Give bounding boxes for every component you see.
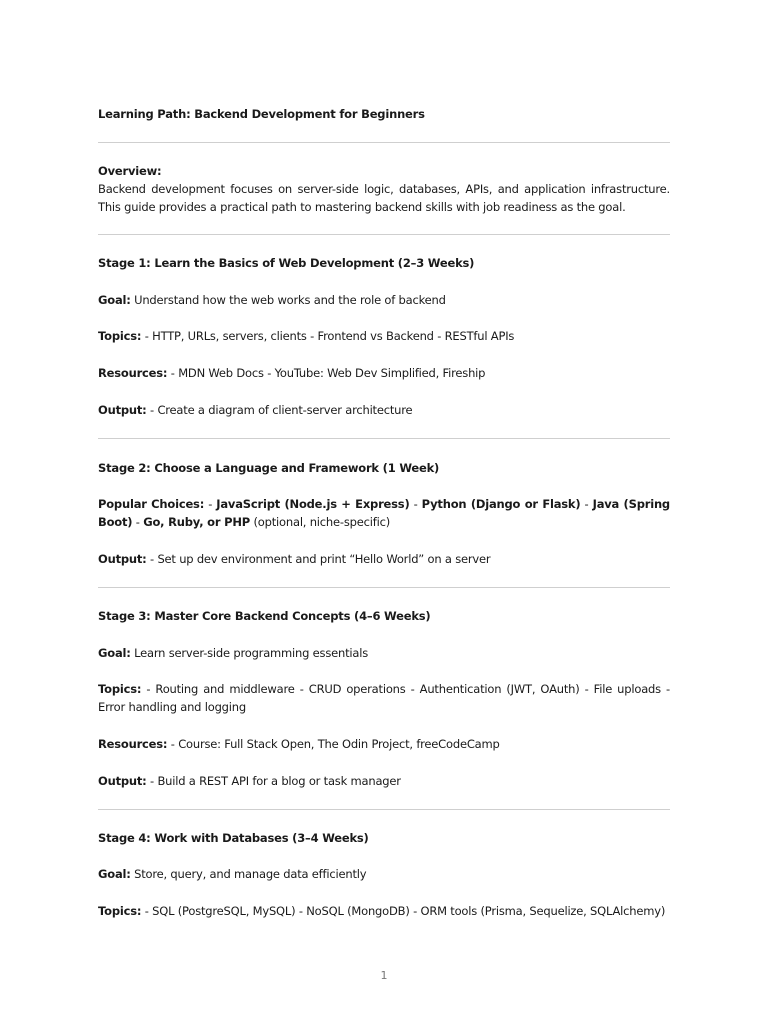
stage2-heading: Stage 2: Choose a Language and Framework (1 Week)	[98, 461, 440, 475]
stage1-heading: Stage 1: Learn the Basics of Web Development (2–3 Weeks)	[98, 256, 475, 270]
document-title: Learning Path: Backend Development for Beginners	[98, 107, 425, 121]
overview-heading: Overview:	[98, 164, 162, 178]
stage4-topics: Topics: - SQL (PostgreSQL, MySQL) - NoSQL (MongoDB) - ORM tools (Prisma, Sequelize, SQLAlchemy)	[98, 904, 666, 918]
stage4-heading: Stage 4: Work with Databases (3–4 Weeks)	[98, 831, 369, 845]
divider	[98, 234, 670, 235]
stage3-topics: Topics: - Routing and middleware - CRUD operations - Authentication (JWT, OAuth) - File uploads - Error handling and logging	[98, 682, 670, 714]
stage1-output: Output: - Create a diagram of client-server architecture	[98, 403, 413, 417]
stage3-resources: Resources: - Course: Full Stack Open, The Odin Project, freeCodeCamp	[98, 737, 500, 751]
stage1-topics: Topics: - HTTP, URLs, servers, clients - Frontend vs Backend - RESTful APIs	[98, 329, 515, 343]
overview-text: Backend development focuses on server-side logic, databases, APIs, and application infrastructure. This guide provides a practical path to mastering backend skills with job readiness as the goal.	[98, 182, 670, 214]
stage1-goal: Goal: Understand how the web works and the role of backend	[98, 293, 446, 307]
stage3-goal: Goal: Learn server-side programming essentials	[98, 646, 369, 660]
stage4-goal: Goal: Store, query, and manage data efficiently	[98, 867, 367, 881]
divider	[98, 587, 670, 588]
stage1-resources: Resources: - MDN Web Docs - YouTube: Web Dev Simplified, Fireship	[98, 366, 486, 380]
divider	[98, 438, 670, 439]
stage3-output: Output: - Build a REST API for a blog or task manager	[98, 774, 401, 788]
page-number: 1	[380, 969, 388, 982]
stage3-heading: Stage 3: Master Core Backend Concepts (4–6 Weeks)	[98, 609, 431, 623]
divider	[98, 809, 670, 810]
stage2-output: Output: - Set up dev environment and print “Hello World” on a server	[98, 552, 491, 566]
divider	[98, 142, 670, 143]
stage2-choices: Popular Choices: - JavaScript (Node.js + Express) - Python (Django or Flask) - Java (Spring Boot) - Go, Ruby, or PHP (optional, niche-specific)	[98, 497, 670, 529]
overview-section	[98, 162, 670, 216]
